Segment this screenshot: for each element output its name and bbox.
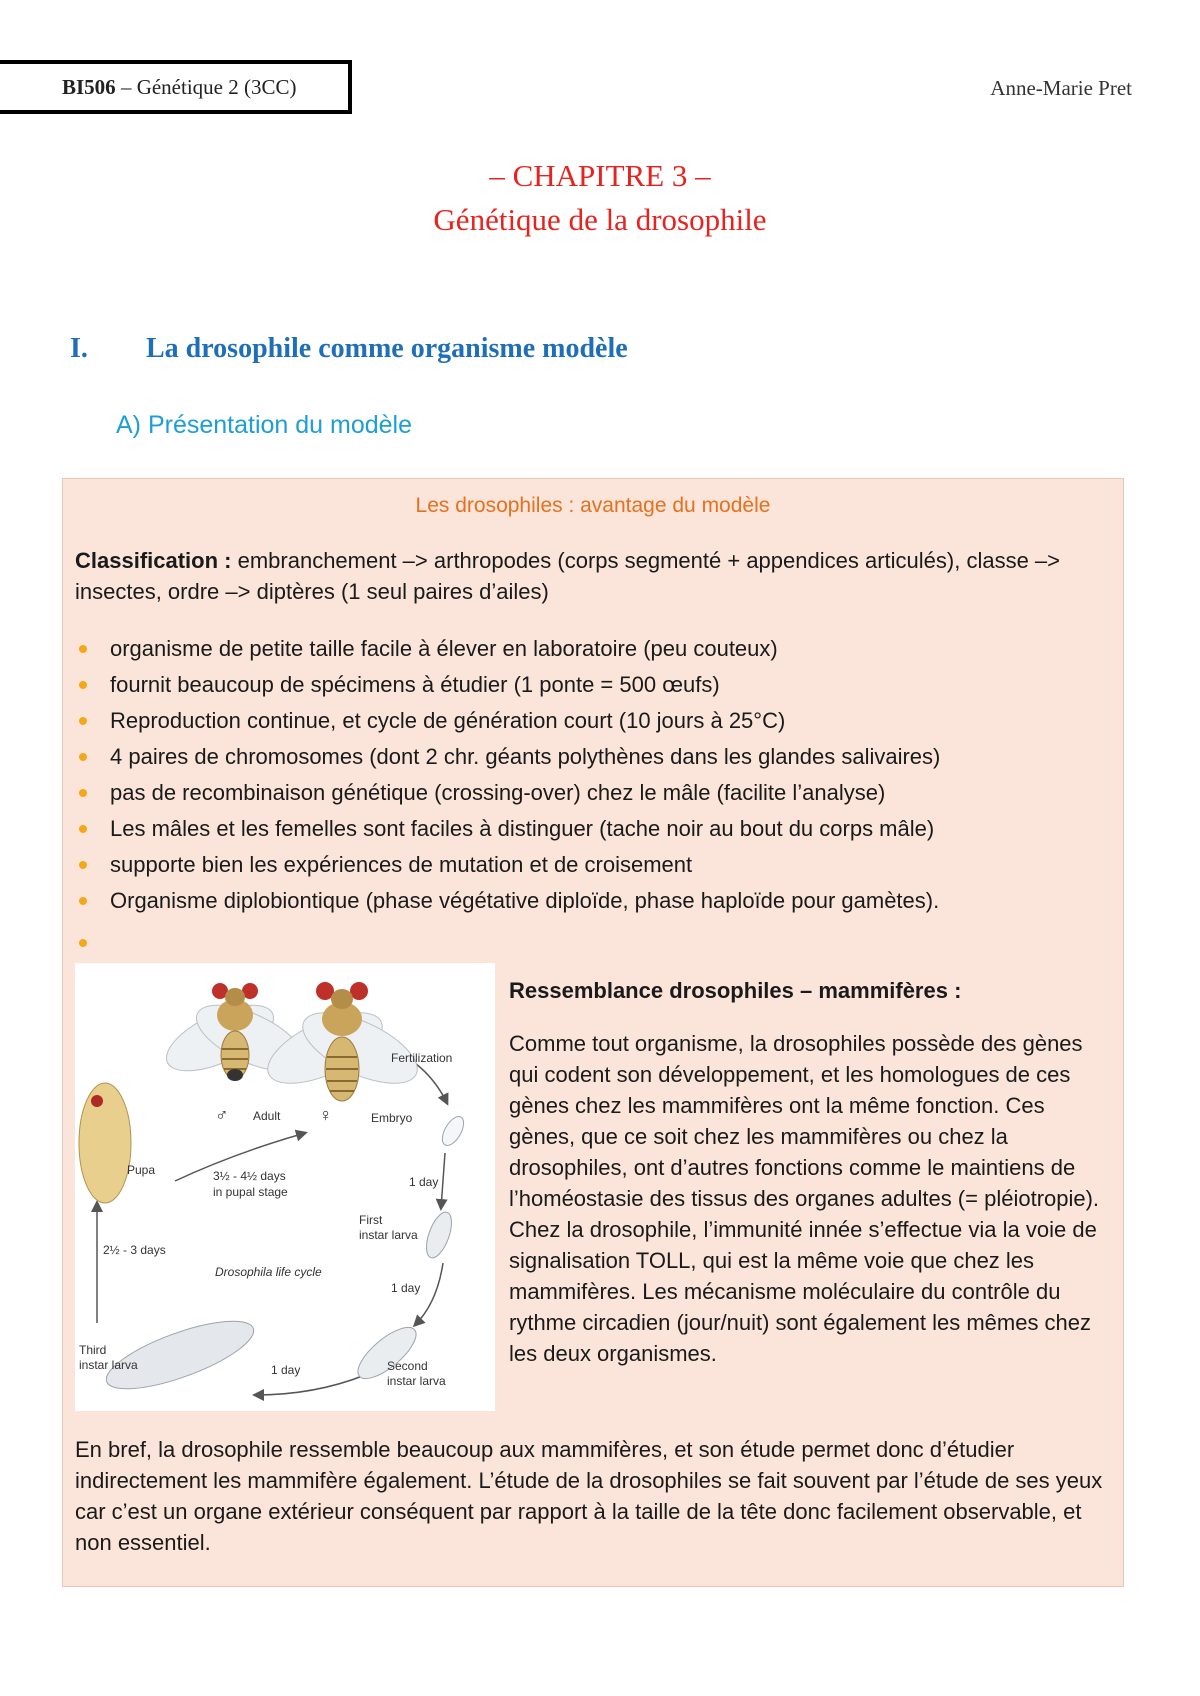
label-female-symbol: ♀ [319,1105,333,1125]
chapter-title: Génétique de la drosophile [433,202,767,237]
bullet-icon [79,681,87,689]
label-life-cycle: Drosophila life cycle [215,1265,322,1279]
label-third-instar: Third [79,1343,107,1357]
label-fertilization: Fertilization [391,1051,453,1065]
label-third-duration: 2½ - 3 days [103,1243,166,1257]
list-item: pas de recombinaison génétique (crossing-over) chez le mâle (facilite l’analyse) [75,775,940,811]
resemblance-text: Comme tout organisme, la drosophiles possède des gènes qui codent son développement, et les homologues de ces gènes chez les mammifères ont la même fonction. Ces gènes, que ce soit chez les mammifères ou chez la drosophiles, ont d’autres fonctions comme le maintiens de l’homéostasie des tissus des organes adultes (= pléiotropie). Chez la drosophile, l’immunité innée s’effectue via la voie de signalisation TOLL, qui est la même voie que chez les mammifères. Les mécanisme moléculaire du contrôle du rythme circadien (jour/nuit) sont également les mêmes chez les deux organismes. [509,1031,1100,1366]
pupa-icon [79,1083,131,1203]
label-first-instar-larva: instar larva [359,1228,418,1242]
box-title: Les drosophiles : avantage du modèle [415,494,771,517]
first-instar-larva-icon [421,1209,456,1261]
list-item: Les mâles et les femelles sont faciles à distinguer (tache noir au bout du corps mâle) [75,811,940,847]
bullet-icon [79,939,87,947]
label-pupal-stage: in pupal stage [213,1185,288,1199]
label-male-symbol: ♂ [215,1105,229,1125]
label-day-1: 1 day [409,1175,439,1189]
bullet-icon [79,645,87,653]
chapter-number: – CHAPITRE 3 – [489,158,711,193]
list-item: supporte bien les expériences de mutation et de croisement [75,847,940,883]
classification-paragraph [75,545,1105,607]
label-adult: Adult [253,1109,281,1123]
bullet-icon [79,717,87,725]
section-heading [70,333,628,365]
bullet-icon [79,789,87,797]
label-pupa: Pupa [127,1163,156,1177]
model-advantages-box [62,478,1124,1587]
label-first-instar: First [359,1213,383,1227]
label-embryo: Embryo [371,1111,413,1125]
drosophila-life-cycle-figure [75,963,495,1411]
list-item: 4 paires de chromosomes (dont 2 chr. géants polythènes dans les glandes salivaires) [75,739,940,775]
bullet-icon [79,753,87,761]
label-day-3: 1 day [271,1363,301,1377]
label-second-instar: Second [387,1359,428,1373]
label-third-instar-larva: instar larva [79,1358,138,1372]
list-item: Organisme diplobiontique (phase végétative diploïde, phase haploïde pour gamètes). [75,883,940,919]
list-item: Reproduction continue, et cycle de génération court (10 jours à 25°C) [75,703,940,739]
subsection-heading: A) Présentation du modèle [116,411,413,439]
classification-text: embranchement –> arthropodes (corps segmenté + appendices articulés), classe –> insectes, ordre –> diptères (1 seul paires d’ailes) [75,548,1060,604]
author-name: Anne-Marie Pret [990,76,1132,100]
label-pupal-duration: 3½ - 4½ days [213,1169,286,1183]
list-item-empty [75,919,940,955]
resemblance-section [509,975,1113,1369]
list-item: organisme de petite taille facile à élever en laboratoire (peu couteux) [75,631,940,667]
course-header-box [0,60,352,114]
advantages-list [75,631,940,955]
bullet-icon [79,897,87,905]
summary-paragraph: En bref, la drosophile ressemble beaucoup aux mammifères, et son étude permet donc d’étudier indirectement les mammifère également. L’étude de la drosophiles se fait souvent par l’étude de ses yeux car c’est un organe extérieur conséquent par rapport à la taille de la tête donc facilement observable, et non essentiel. [75,1437,1103,1555]
bullet-icon [79,861,87,869]
classification-label: Classification : [75,548,232,573]
bullet-icon [79,825,87,833]
course-code: BI506 [62,74,116,99]
arrow-second-third [255,1375,365,1395]
section-title: La drosophile comme organisme modèle [146,333,628,364]
arrow-embryo-first [441,1153,445,1208]
list-item: fournit beaucoup de spécimens à étudier (1 ponte = 500 œufs) [75,667,940,703]
label-day-2: 1 day [391,1281,421,1295]
third-instar-larva-icon [99,1308,261,1403]
section-number: I. [70,333,88,364]
label-second-instar-larva: instar larva [387,1374,446,1388]
resemblance-title: Ressemblance drosophiles – mammifères : [509,978,962,1003]
course-title: – Génétique 2 (3CC) [115,74,297,99]
embryo-icon [438,1113,468,1149]
